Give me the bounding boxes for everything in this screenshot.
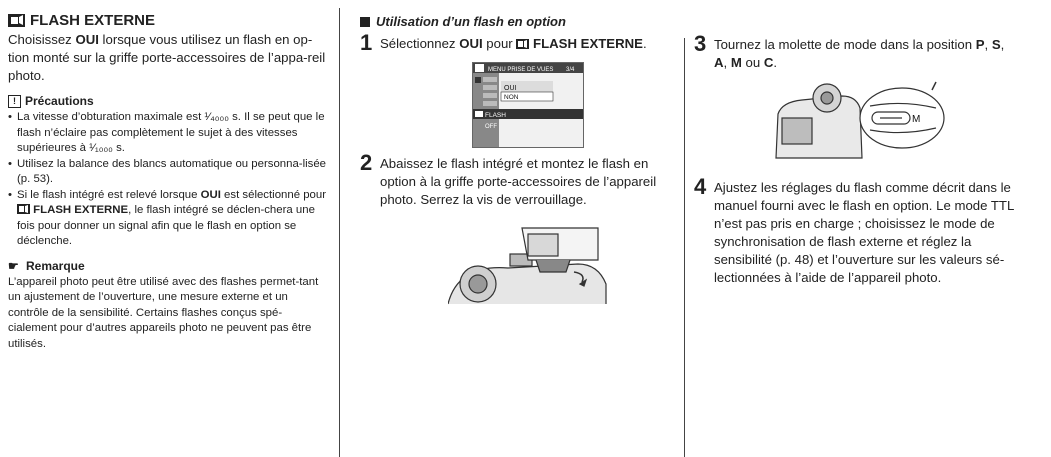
flash-icon [516, 39, 529, 49]
step-number: 2 [360, 150, 373, 175]
column-divider-1 [339, 8, 340, 457]
menu-page: 3/4 [566, 67, 575, 73]
precaution-item: • La vitesse d’obturation maximale est ¹⁄₄₀₀₀ s. Il se peut que le flash n’éclaire pas complètement le sujet à des vitesses supérieures à ¹⁄₁₀₀₀ s. [8, 110, 326, 157]
flash-mount-illustration [448, 224, 608, 306]
precautions-heading: ! Précautions [8, 94, 326, 108]
menu-option-non: NON [504, 94, 519, 101]
step-number: 3 [694, 31, 707, 56]
step-3 [694, 32, 1014, 72]
step-2 [360, 151, 678, 209]
step-text: Tournez la molette de mode dans la position P, S, A, M ou C. [714, 37, 1005, 70]
step-1 [360, 31, 678, 55]
step-text: Ajustez les réglages du flash comme décrit dans le manuel fourni avec le flash en option. Le mode TTL n’est pas pris en charge ; choisissez le mode de synchronisation de flash externe et réglez la sensibilité (p. 48) et l’ouverture sur les valeurs sé-lectionnées à l’aide de l’appareil photo. [714, 180, 1014, 285]
flash-icon [8, 14, 25, 27]
precaution-item: • Si le flash intégré est relevé lorsque OUI est sélectionné pour FLASH EXTERNE, le flash intégré se déclen-chera une fois pour donner un signal afin que le flash en option se déclenche. [8, 188, 326, 250]
column-flash-externe [8, 12, 326, 352]
step-number: 4 [694, 174, 707, 199]
menu-option-oui: OUI [504, 85, 517, 92]
square-bullet-icon [360, 17, 370, 27]
flash-externe-intro: Choisissez OUI lorsque vous utilisez un flash en op-tion monté sur la griffe porte-accessoires de l’appa-reil photo. [8, 32, 326, 83]
dial-mode-label: M [912, 114, 921, 125]
step-4 [694, 175, 1014, 287]
step-text: Sélectionnez OUI pour FLASH EXTERNE. [380, 36, 647, 51]
section-heading: Utilisation d’un flash en option [360, 14, 678, 29]
mode-dial-illustration [772, 78, 946, 168]
precaution-item: • Utilisez la balance des blancs automatique ou personna-lisée (p. 53). [8, 157, 326, 188]
step-text: Abaissez le flash intégré et montez le flash en option à la griffe porte-accessoires de l’appareil photo. Serrez la vis de verrouillage. [380, 156, 657, 207]
flash-externe-heading: FLASH EXTERNE [8, 12, 326, 29]
remark-heading: ☛ Remarque [8, 258, 85, 273]
caution-icon: ! [8, 95, 21, 108]
menu-row-label: FLASH [485, 112, 506, 119]
menu-title: MENU PRISE DE VUES [488, 67, 554, 73]
flash-icon [17, 204, 30, 214]
menu-row-off: OFF [485, 124, 497, 130]
pointing-hand-icon: ☛ [8, 258, 19, 273]
column-divider-2 [684, 38, 685, 457]
precautions-list [8, 110, 326, 250]
menu-screen-illustration [472, 62, 584, 148]
remark-text: L’appareil photo peut être utilisé avec des flashes permet-tant un ajustement de l’ouverture, une mesure externe et un contrôle de la sensibilité. Certains flashes conçus spé-cialement pour d’autres appareils photo ne peuvent pas être utilisés. [8, 275, 319, 350]
step-number: 1 [360, 30, 373, 55]
